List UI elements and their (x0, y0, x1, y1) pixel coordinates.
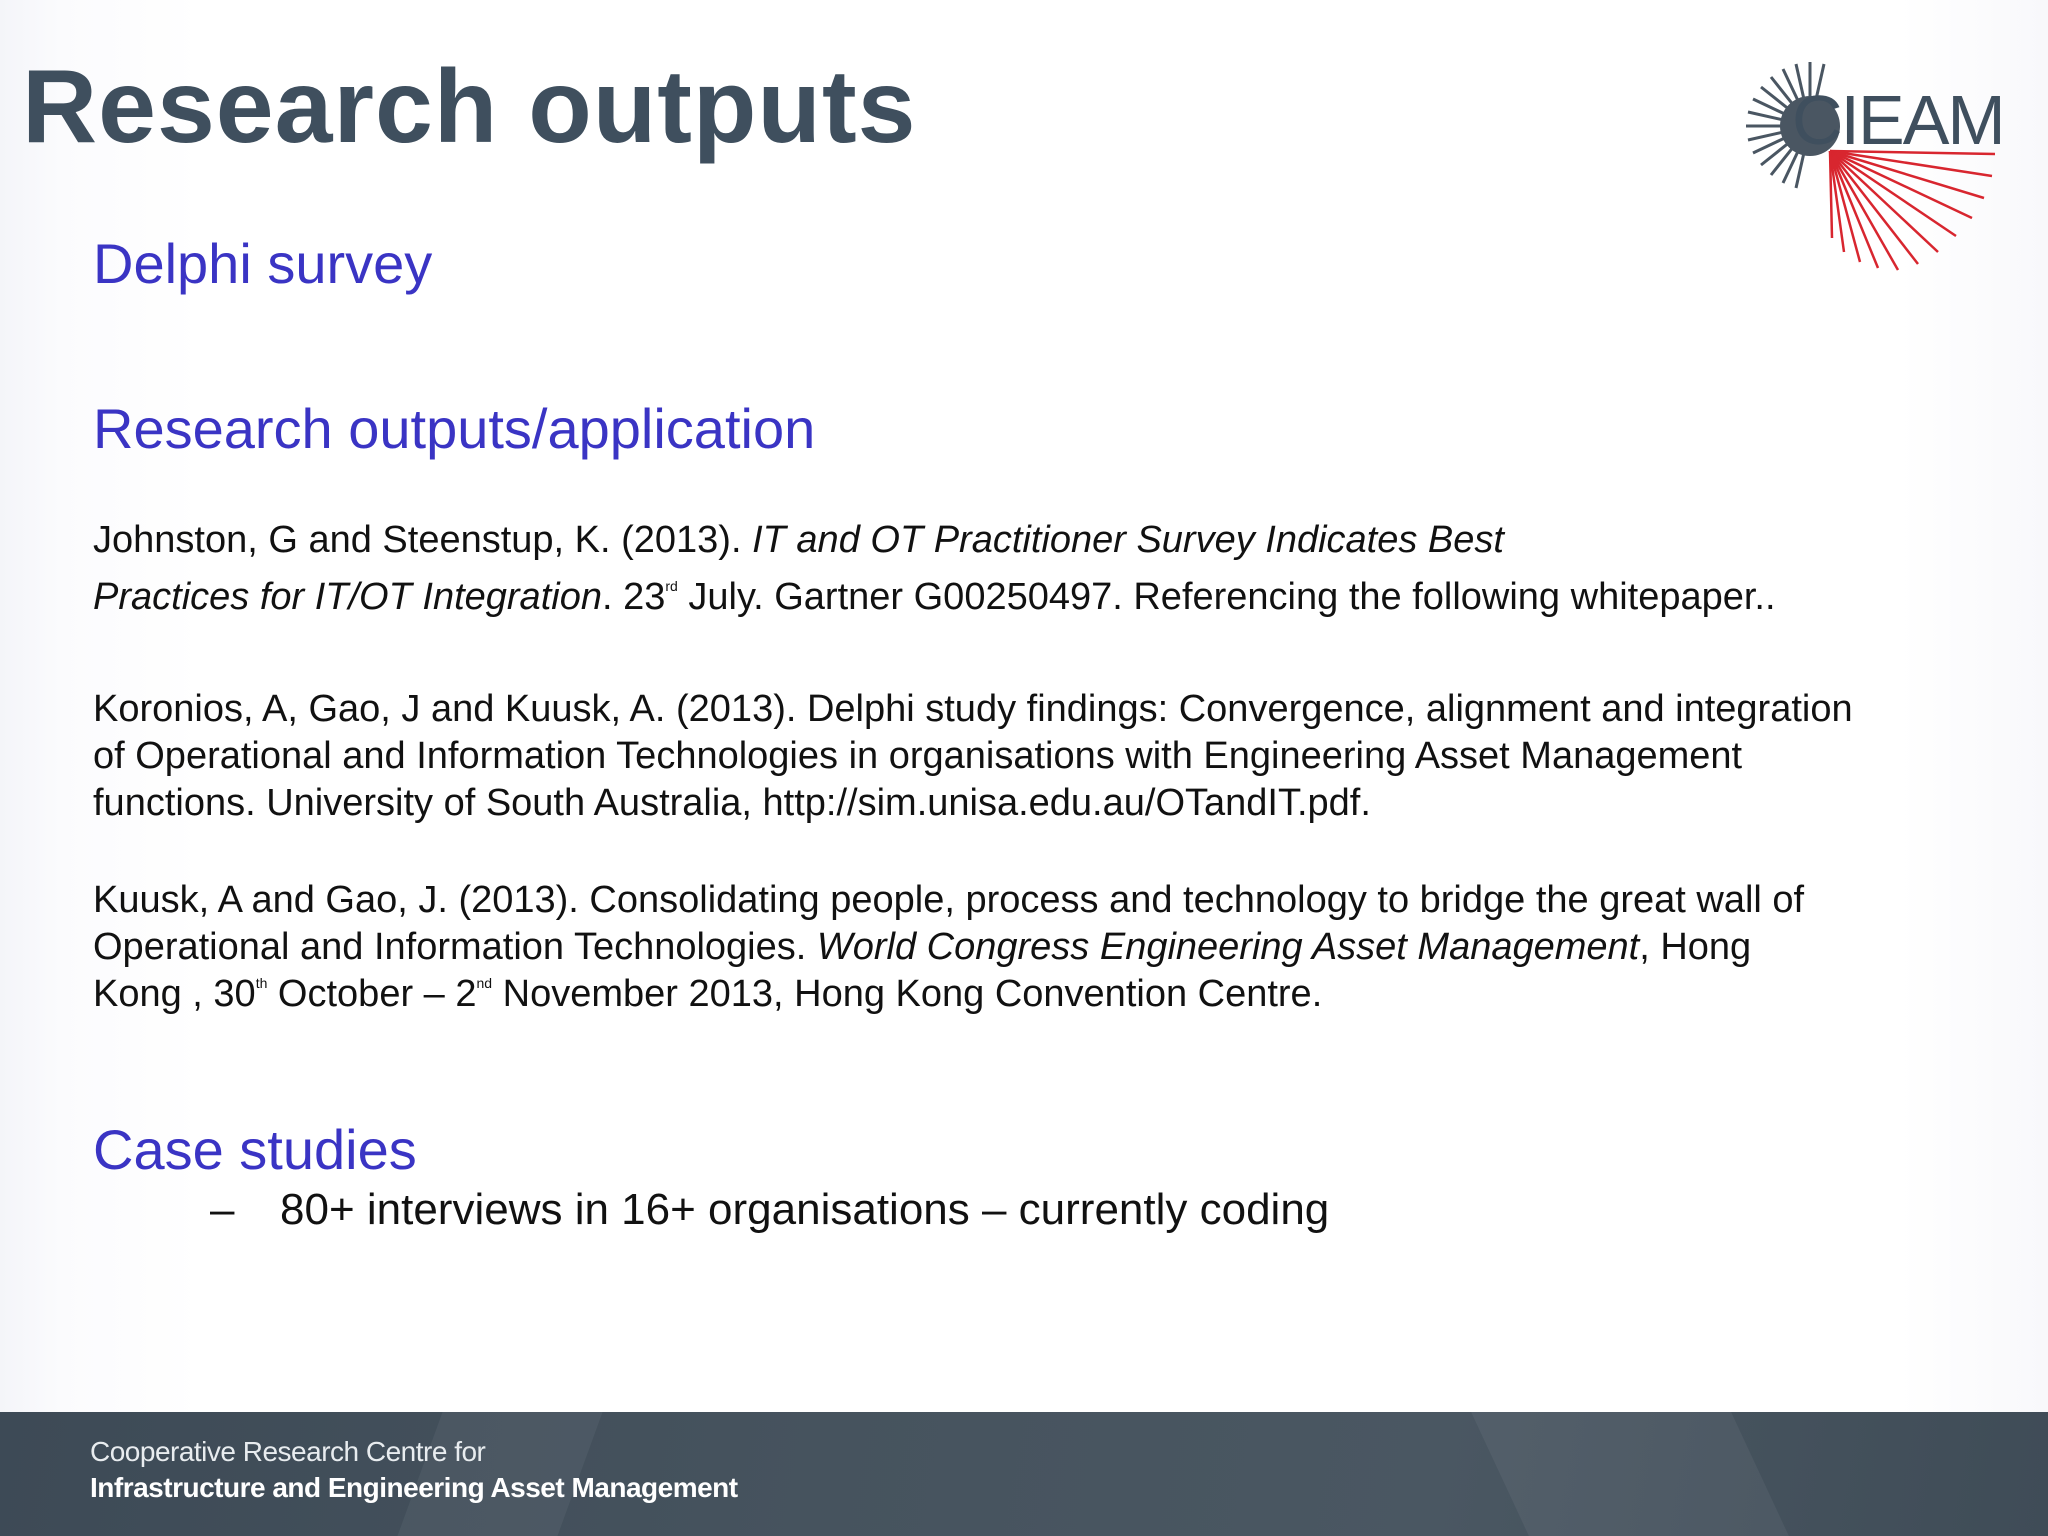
reference-line: Kuusk, A and Gao, J. (2013). Consolidating people, process and technology to bridge the great wall of (93, 879, 1805, 921)
footer-org-line2: Infrastructure and Engineering Asset Management (90, 1472, 738, 1503)
reference-koronios (93, 686, 1993, 827)
logo-red-rays (1830, 151, 1995, 270)
ref-text: . 23 (601, 576, 666, 618)
ref-text: July. Gartner G00250497. Referencing the following whitepaper.. (677, 576, 1776, 618)
case-studies-heading: Case studies (93, 1118, 417, 1181)
ref-text: October – 2 (267, 973, 477, 1015)
case-studies-bullet (210, 1185, 1329, 1235)
delphi-survey-heading: Delphi survey (93, 232, 433, 295)
ref-text: , Hong (1639, 926, 1752, 968)
research-outputs-heading: Research outputs/application (93, 397, 816, 460)
footer-banner (0, 1412, 2048, 1536)
reference-line (93, 569, 1993, 626)
reference-line (93, 512, 1993, 569)
ref-title-italic: World Congress Engineering Asset Management (816, 926, 1640, 968)
ref-text: Kong , 30 (93, 973, 256, 1015)
ref-title-italic: Practices for IT/OT Integration (93, 576, 602, 618)
reference-line: Koronios, A, Gao, J and Kuusk, A. (2013). Delphi study findings: Convergence, alignment and integration (93, 688, 1853, 730)
ref-text: Johnston, G and Steenstup, K. (2013). (93, 519, 753, 561)
reference-line: functions. University of South Australia, http://sim.unisa.edu.au/OTandIT.pdf. (93, 782, 1371, 824)
bullet-dash: – (210, 1185, 235, 1234)
reference-line (93, 924, 1993, 971)
bullet-text: 80+ interviews in 16+ organisations – currently coding (280, 1185, 1330, 1234)
ref-text: November 2013, Hong Kong Convention Centre. (492, 973, 1323, 1015)
footer-decoration (1471, 1412, 1789, 1536)
reference-line: of Operational and Information Technologies in organisations with Engineering Asset Management (93, 735, 1743, 777)
ref-text: Operational and Information Technologies. (93, 926, 817, 968)
footer-org-line1: Cooperative Research Centre for (90, 1436, 486, 1467)
reference-kuusk (93, 877, 1993, 1018)
ordinal-suffix: nd (476, 975, 493, 991)
reference-johnston (93, 512, 1993, 626)
logo-text: CIEAM (1792, 81, 2004, 159)
ordinal-suffix: th (255, 975, 268, 991)
reference-line (93, 971, 1993, 1018)
ordinal-suffix: rd (665, 578, 678, 594)
page-title: Research outputs (22, 49, 917, 165)
ref-title-italic: IT and OT Practitioner Survey Indicates Best (752, 519, 1504, 561)
